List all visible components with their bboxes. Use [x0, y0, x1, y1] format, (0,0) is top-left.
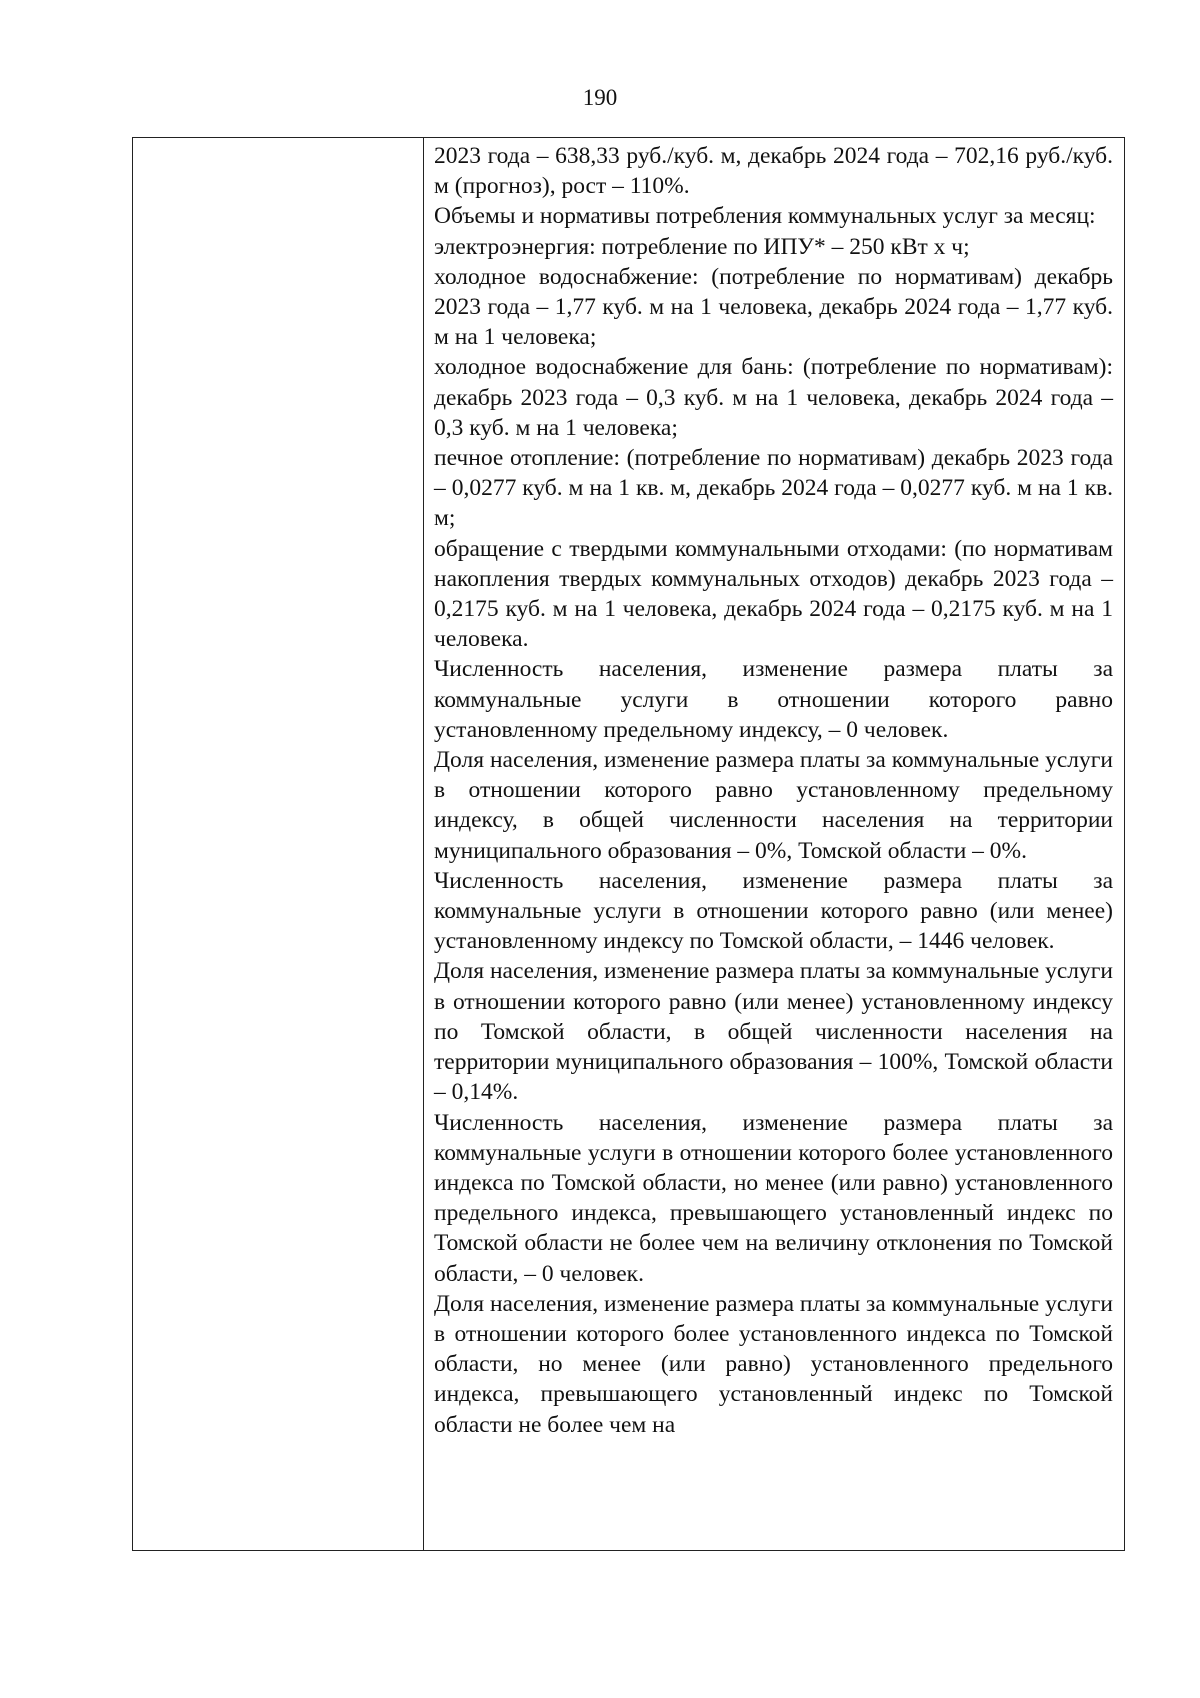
table-left-cell [133, 138, 424, 1550]
solid-waste-paragraph: обращение с твердыми коммунальными отходами: (по нормативам накопления твердых коммунальных отходов) декабрь 2023 года – 0,2175 куб. м на 1 человека, декабрь 2024 года – 0,2175 куб. м на 1 человека. [434, 535, 1113, 653]
share-equal-limit-paragraph: Доля населения, изменение размера платы за коммунальные услуги в отношении которого равно установленному предельному индексу, в общей численности населения на территории муниципального образования – 0%, Томской области – 0%. [434, 747, 1113, 864]
page-number: 190 [582, 85, 618, 110]
share-above-index-paragraph: Доля населения, изменение размера платы за коммунальные услуги в отношении которого более установленного индекса по Томской области, но менее (или равно) установленного предельного индекса, превышающего установленный индекс по Томской области не более чем на [434, 1290, 1113, 1438]
table-right-cell [424, 138, 1124, 1550]
cold-water-baths-paragraph: холодное водоснабжение для бань: (потребление по нормативам): декабрь 2023 года – 0,3 куб. м на 1 человека, декабрь 2024 года – 0,3 куб. м на 1 человека; [434, 354, 1113, 441]
price-continuation-paragraph: 2023 года – 638,33 руб./куб. м, декабрь 2024 года – 702,16 руб./куб. м (прогноз), рост – 110%. [434, 143, 1113, 200]
consumption-heading-paragraph: Объемы и нормативы потребления коммунальных услуг за месяц: [434, 203, 1096, 230]
population-below-index-paragraph: Численность населения, изменение размера платы за коммунальные услуги в отношении которого равно (или менее) установленному индексу по Томской области, – 1446 человек. [434, 867, 1113, 955]
share-below-index-paragraph: Доля населения, изменение размера платы за коммунальные услуги в отношении которого равно (или менее) установленному индексу по Томской области, в общей численности населения на территории муниципального образования – 100%, Томской области – 0,14%. [434, 958, 1113, 1106]
stove-heating-paragraph: печное отопление: (потребление по нормативам) декабрь 2023 года – 0,0277 куб. м на 1 кв. м, декабрь 2024 года – 0,0277 куб. м на 1 кв. м; [434, 445, 1113, 532]
population-equal-limit-paragraph: Численность населения, изменение размера платы за коммунальные услуги в отношении которого равно установленному предельному индексу, – 0 человек. [434, 656, 1113, 743]
population-above-index-paragraph: Численность населения, изменение размера платы за коммунальные услуги в отношении которого более установленного индекса по Томской области, но менее (или равно) установленного предельного индекса, превышающего установленный индекс по Томской области не более чем на величину отклонения по Томской области, – 0 человек. [434, 1109, 1113, 1287]
cold-water-paragraph: холодное водоснабжение: (потребление по нормативам) декабрь 2023 года – 1,77 куб. м на 1 человека, декабрь 2024 года – 1,77 куб. м на 1 человека; [434, 263, 1113, 351]
electricity-paragraph: электроэнергия: потребление по ИПУ* – 250 кВт х ч; [434, 233, 970, 260]
content-table [132, 137, 1125, 1551]
